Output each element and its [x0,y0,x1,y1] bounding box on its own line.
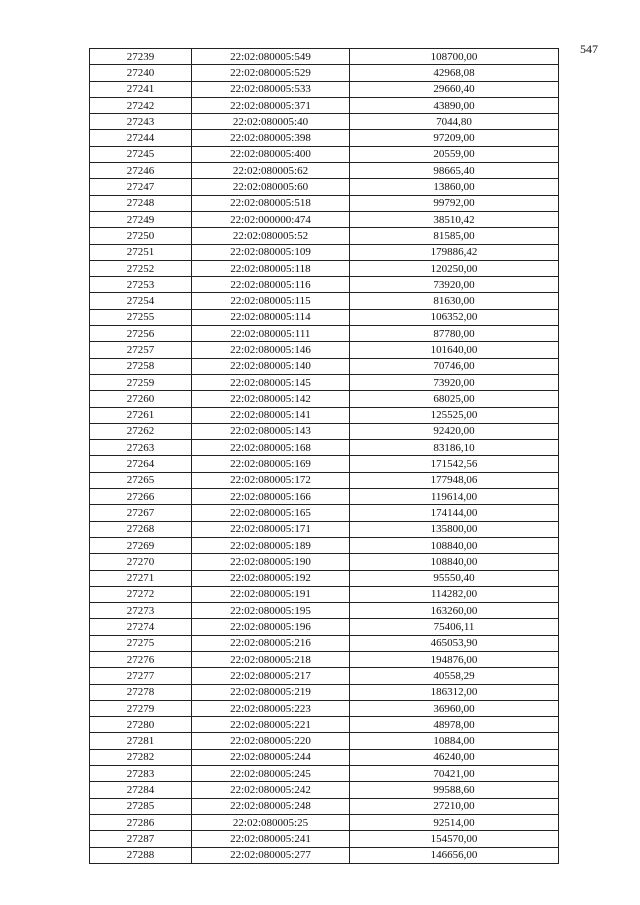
cadastral-number-cell: 22:02:080005:518 [192,195,350,211]
row-number-cell: 27262 [90,423,192,439]
row-number-cell: 27244 [90,130,192,146]
row-number-cell: 27285 [90,798,192,814]
cadastral-value-cell: 70421,00 [350,766,559,782]
cadastral-number-cell: 22:02:080005:277 [192,847,350,863]
table-row [90,586,559,602]
row-number-cell: 27251 [90,244,192,260]
row-number-cell: 27253 [90,277,192,293]
cadastral-number-cell: 22:02:080005:244 [192,749,350,765]
table-row [90,505,559,521]
cadastral-value-cell: 42968,08 [350,65,559,81]
cadastral-value-cell: 99588,60 [350,782,559,798]
table-row [90,489,559,505]
table-row [90,749,559,765]
cadastral-value-cell: 83186,10 [350,440,559,456]
table-row [90,374,559,390]
cadastral-value-cell: 73920,00 [350,374,559,390]
cadastral-number-cell: 22:02:080005:221 [192,717,350,733]
cadastral-value-cell: 119614,00 [350,489,559,505]
cadastral-number-cell: 22:02:080005:245 [192,766,350,782]
cadastral-value-cell: 194876,00 [350,651,559,667]
cadastral-value-cell: 99792,00 [350,195,559,211]
table-row [90,684,559,700]
table-row [90,65,559,81]
cadastral-number-cell: 22:02:080005:165 [192,505,350,521]
table-row [90,537,559,553]
cadastral-value-cell: 29660,40 [350,81,559,97]
cadastral-number-cell: 22:02:080005:114 [192,309,350,325]
cadastral-number-cell: 22:02:080005:109 [192,244,350,260]
cadastral-value-cell: 120250,00 [350,260,559,276]
page-number: 547 [580,42,598,56]
cadastral-number-cell: 22:02:080005:172 [192,472,350,488]
row-number-cell: 27248 [90,195,192,211]
cadastral-number-cell: 22:02:080005:60 [192,179,350,195]
cadastral-number-cell: 22:02:080005:142 [192,391,350,407]
row-number-cell: 27266 [90,489,192,505]
cadastral-number-cell: 22:02:080005:171 [192,521,350,537]
table-row [90,440,559,456]
cadastral-value-cell: 92514,00 [350,814,559,830]
table-row [90,651,559,667]
cadastral-value-cell: 48978,00 [350,717,559,733]
cadastral-number-cell: 22:02:080005:140 [192,358,350,374]
cadastral-value-cell: 465053,90 [350,635,559,651]
cadastral-value-cell: 108700,00 [350,49,559,65]
table-row [90,472,559,488]
row-number-cell: 27267 [90,505,192,521]
table-row [90,326,559,342]
table-row [90,195,559,211]
cadastral-number-cell: 22:02:080005:145 [192,374,350,390]
table-row [90,277,559,293]
cadastral-number-cell: 22:02:080005:191 [192,586,350,602]
cadastral-value-cell: 154570,00 [350,831,559,847]
table-row [90,831,559,847]
row-number-cell: 27278 [90,684,192,700]
cadastral-number-cell: 22:02:080005:549 [192,49,350,65]
table-row [90,423,559,439]
cadastral-number-cell: 22:02:080005:400 [192,146,350,162]
cadastral-value-cell: 10884,00 [350,733,559,749]
table-row [90,293,559,309]
table-row [90,260,559,276]
cadastral-value-cell: 125525,00 [350,407,559,423]
table-row [90,163,559,179]
table-row [90,179,559,195]
cadastral-number-cell: 22:02:080005:116 [192,277,350,293]
cadastral-value-cell: 68025,00 [350,391,559,407]
row-number-cell: 27239 [90,49,192,65]
table-row [90,342,559,358]
row-number-cell: 27271 [90,570,192,586]
row-number-cell: 27240 [90,65,192,81]
cadastral-value-cell: 163260,00 [350,603,559,619]
row-number-cell: 27270 [90,554,192,570]
row-number-cell: 27269 [90,537,192,553]
table-row [90,782,559,798]
cadastral-value-cell: 171542,56 [350,456,559,472]
table-row [90,97,559,113]
cadastral-number-cell: 22:02:080005:189 [192,537,350,553]
table-row [90,130,559,146]
row-number-cell: 27245 [90,146,192,162]
cadastral-number-cell: 22:02:080005:216 [192,635,350,651]
cadastral-value-cell: 75406,11 [350,619,559,635]
row-number-cell: 27273 [90,603,192,619]
cadastral-number-cell: 22:02:080005:223 [192,700,350,716]
row-number-cell: 27283 [90,766,192,782]
cadastral-value-cell: 81585,00 [350,228,559,244]
row-number-cell: 27247 [90,179,192,195]
row-number-cell: 27264 [90,456,192,472]
row-number-cell: 27288 [90,847,192,863]
table-row [90,570,559,586]
cadastral-number-cell: 22:02:080005:192 [192,570,350,586]
cadastral-value-cell: 179886,42 [350,244,559,260]
table-row [90,211,559,227]
table-row [90,228,559,244]
row-number-cell: 27276 [90,651,192,667]
cadastral-number-cell: 22:02:080005:248 [192,798,350,814]
cadastral-number-cell: 22:02:080005:52 [192,228,350,244]
row-number-cell: 27260 [90,391,192,407]
cadastral-value-cell: 73920,00 [350,277,559,293]
row-number-cell: 27286 [90,814,192,830]
cadastral-number-cell: 22:02:080005:40 [192,114,350,130]
cadastral-value-cell: 70746,00 [350,358,559,374]
cadastral-number-cell: 22:02:080005:371 [192,97,350,113]
cadastral-value-cell: 177948,06 [350,472,559,488]
table-row [90,146,559,162]
row-number-cell: 27287 [90,831,192,847]
cadastral-number-cell: 22:02:080005:141 [192,407,350,423]
cadastral-number-cell: 22:02:000000:474 [192,211,350,227]
cadastral-value-cell: 97209,00 [350,130,559,146]
row-number-cell: 27257 [90,342,192,358]
cadastral-number-cell: 22:02:080005:168 [192,440,350,456]
cadastral-value-cell: 186312,00 [350,684,559,700]
cadastral-value-cell: 108840,00 [350,537,559,553]
table-row [90,798,559,814]
cadastral-value-cell: 46240,00 [350,749,559,765]
table-row [90,635,559,651]
cadastral-number-cell: 22:02:080005:398 [192,130,350,146]
cadastral-number-cell: 22:02:080005:533 [192,81,350,97]
cadastral-number-cell: 22:02:080005:219 [192,684,350,700]
cadastral-value-cell: 95550,40 [350,570,559,586]
row-number-cell: 27279 [90,700,192,716]
cadastral-number-cell: 22:02:080005:166 [192,489,350,505]
cadastral-value-cell: 27210,00 [350,798,559,814]
row-number-cell: 27265 [90,472,192,488]
cadastral-number-cell: 22:02:080005:190 [192,554,350,570]
cadastral-value-cell: 87780,00 [350,326,559,342]
table-row [90,766,559,782]
table-row [90,244,559,260]
table-row [90,407,559,423]
row-number-cell: 27277 [90,668,192,684]
cadastral-number-cell: 22:02:080005:218 [192,651,350,667]
cadastral-number-cell: 22:02:080005:529 [192,65,350,81]
table-row [90,700,559,716]
cadastral-number-cell: 22:02:080005:242 [192,782,350,798]
cadastral-value-cell: 114282,00 [350,586,559,602]
cadastral-value-cell: 81630,00 [350,293,559,309]
cadastral-value-cell: 40558,29 [350,668,559,684]
table-row [90,81,559,97]
cadastral-value-table [89,48,559,864]
cadastral-value-cell: 108840,00 [350,554,559,570]
row-number-cell: 27282 [90,749,192,765]
cadastral-number-cell: 22:02:080005:143 [192,423,350,439]
table-row [90,847,559,863]
cadastral-value-cell: 36960,00 [350,700,559,716]
cadastral-number-cell: 22:02:080005:111 [192,326,350,342]
row-number-cell: 27250 [90,228,192,244]
cadastral-number-cell: 22:02:080005:195 [192,603,350,619]
table-row [90,717,559,733]
cadastral-number-cell: 22:02:080005:217 [192,668,350,684]
table-row [90,456,559,472]
cadastral-number-cell: 22:02:080005:220 [192,733,350,749]
row-number-cell: 27242 [90,97,192,113]
cadastral-number-cell: 22:02:080005:146 [192,342,350,358]
table-body [90,49,559,864]
table-row [90,814,559,830]
row-number-cell: 27274 [90,619,192,635]
row-number-cell: 27241 [90,81,192,97]
table-row [90,309,559,325]
row-number-cell: 27255 [90,309,192,325]
cadastral-value-cell: 174144,00 [350,505,559,521]
cadastral-value-cell: 106352,00 [350,309,559,325]
cadastral-number-cell: 22:02:080005:196 [192,619,350,635]
cadastral-value-cell: 20559,00 [350,146,559,162]
row-number-cell: 27256 [90,326,192,342]
row-number-cell: 27258 [90,358,192,374]
cadastral-value-cell: 101640,00 [350,342,559,358]
table-row [90,668,559,684]
table-row [90,391,559,407]
cadastral-value-cell: 135800,00 [350,521,559,537]
cadastral-value-cell: 43890,00 [350,97,559,113]
table-row [90,114,559,130]
row-number-cell: 27261 [90,407,192,423]
row-number-cell: 27272 [90,586,192,602]
table-row [90,49,559,65]
cadastral-value-cell: 13860,00 [350,179,559,195]
row-number-cell: 27284 [90,782,192,798]
table-row [90,521,559,537]
cadastral-number-cell: 22:02:080005:241 [192,831,350,847]
cadastral-number-cell: 22:02:080005:62 [192,163,350,179]
cadastral-value-cell: 146656,00 [350,847,559,863]
row-number-cell: 27254 [90,293,192,309]
table-row [90,733,559,749]
row-number-cell: 27243 [90,114,192,130]
row-number-cell: 27246 [90,163,192,179]
row-number-cell: 27280 [90,717,192,733]
row-number-cell: 27249 [90,211,192,227]
cadastral-number-cell: 22:02:080005:118 [192,260,350,276]
row-number-cell: 27259 [90,374,192,390]
cadastral-value-cell: 7044,80 [350,114,559,130]
row-number-cell: 27281 [90,733,192,749]
row-number-cell: 27252 [90,260,192,276]
row-number-cell: 27263 [90,440,192,456]
table-row [90,554,559,570]
cadastral-number-cell: 22:02:080005:115 [192,293,350,309]
cadastral-number-cell: 22:02:080005:169 [192,456,350,472]
table-row [90,358,559,374]
row-number-cell: 27268 [90,521,192,537]
cadastral-value-cell: 92420,00 [350,423,559,439]
row-number-cell: 27275 [90,635,192,651]
cadastral-number-cell: 22:02:080005:25 [192,814,350,830]
cadastral-value-cell: 98665,40 [350,163,559,179]
table-row [90,619,559,635]
cadastral-value-cell: 38510,42 [350,211,559,227]
table-row [90,603,559,619]
